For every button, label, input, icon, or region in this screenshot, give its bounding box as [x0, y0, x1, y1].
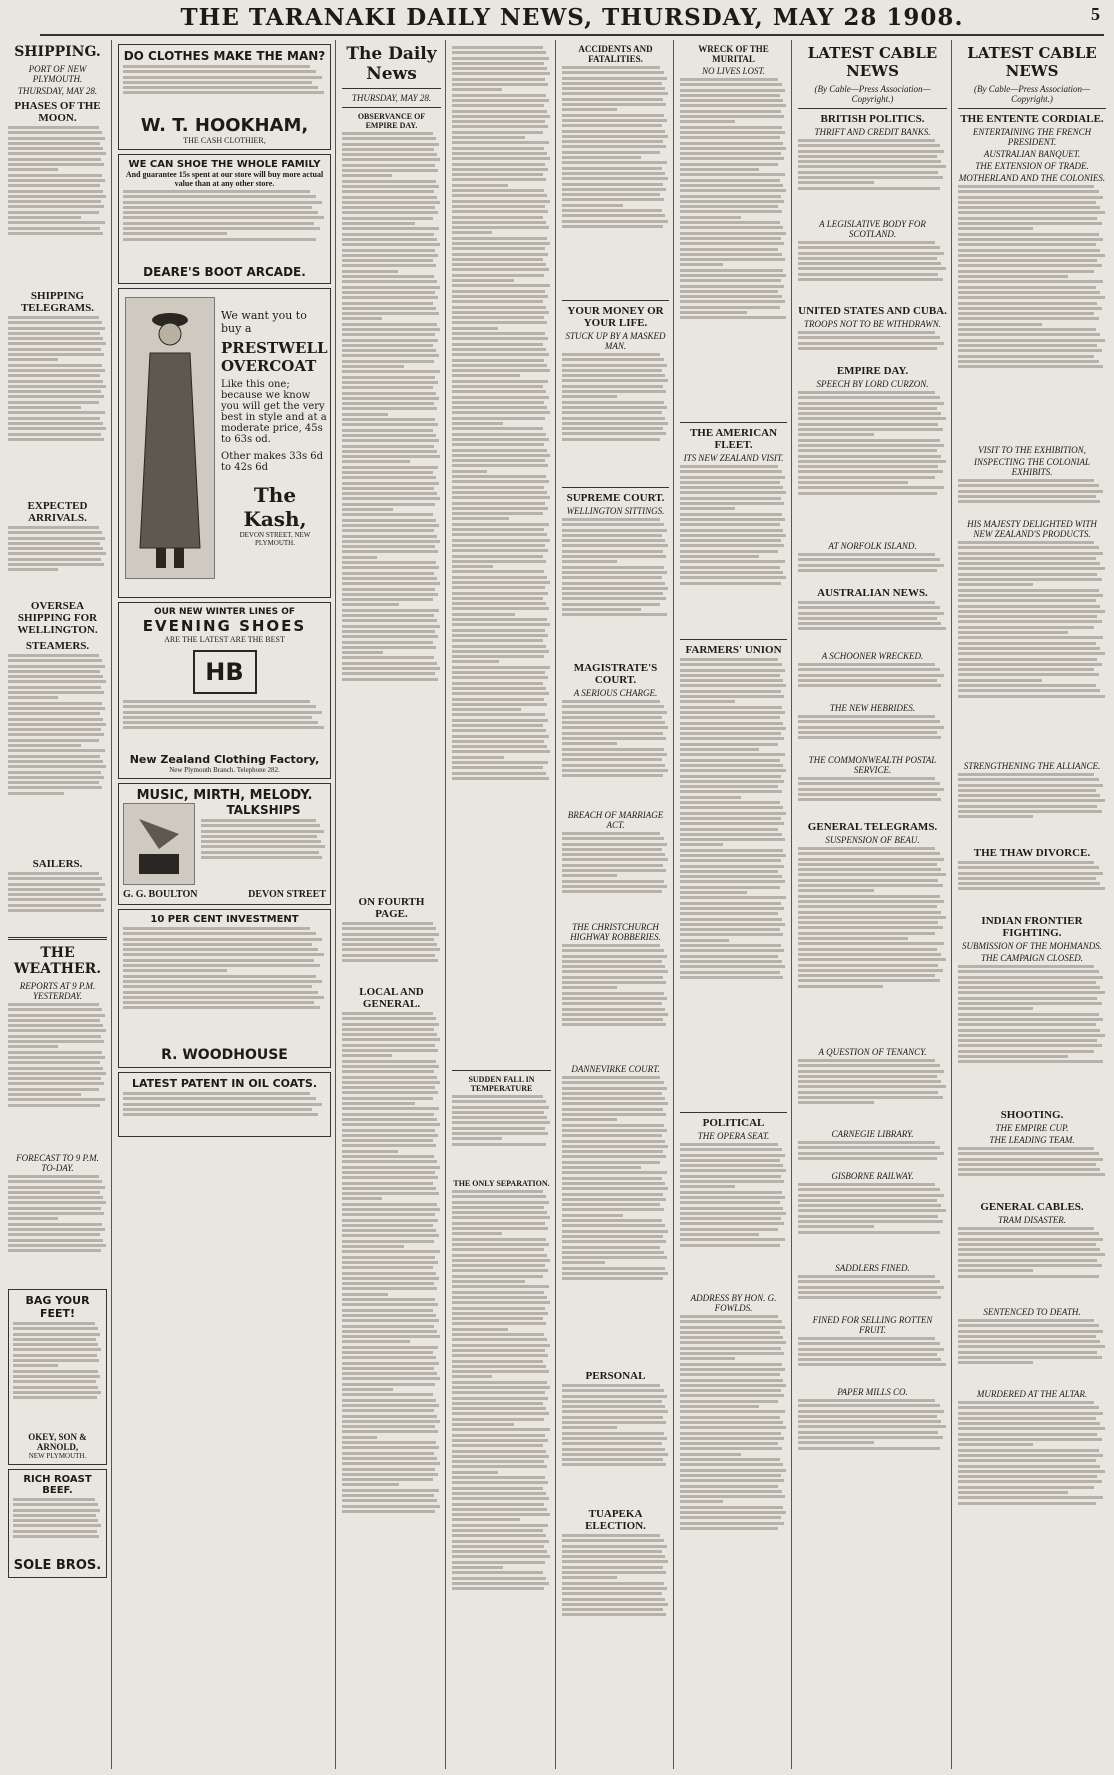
patent-title: LATEST PATENT IN OIL COATS.	[131, 1077, 317, 1090]
murdered-line: MURDERED AT THE ALTAR.	[976, 1389, 1088, 1399]
christchurch-line: THE CHRISTCHURCH HIGHWAY ROBBERIES.	[570, 922, 661, 942]
inspecting-line: INSPECTING THE COLONIAL EXHIBITS.	[973, 457, 1090, 477]
kash-address: DEVON STREET, NEW PLYMOUTH.	[239, 531, 311, 547]
american-fleet-heading: THE AMERICAN FLEET.	[689, 427, 778, 451]
magistrate-heading: MAGISTRATE'S COURT.	[573, 662, 658, 686]
sole-bros: SOLE BROS.	[13, 1558, 102, 1573]
suspension-line: SUSPENSION OF BEAU.	[825, 835, 920, 845]
local-cont-text	[452, 46, 551, 1066]
thaw-heading: THE THAW DIVORCE.	[973, 847, 1091, 859]
shooting-heading: SHOOTING.	[1000, 1109, 1064, 1121]
personal-heading: PERSONAL	[585, 1370, 646, 1382]
man-in-overcoat-icon	[126, 298, 214, 578]
new-hebrides-line: THE NEW HEBRIDES.	[829, 703, 916, 713]
money-heading: YOUR MONEY OR YOUR LIFE.	[567, 305, 664, 329]
steamers-heading: STEAMERS.	[25, 640, 90, 652]
devon-street: DEVON STREET	[248, 889, 326, 900]
tuapeka-heading: TUAPEKA ELECTION.	[585, 1508, 646, 1532]
latest-best: ARE THE LATEST ARE THE BEST	[164, 635, 285, 644]
motherland-line: MOTHERLAND AND THE COLONIES.	[958, 173, 1106, 183]
stuck-up-line: STUCK UP BY A MASKED MAN.	[565, 331, 666, 351]
troops-line: TROOPS NOT TO BE WITHDRAWN.	[803, 319, 942, 329]
separation-heading: THE ONLY SEPARATION.	[453, 1179, 550, 1188]
moon-heading: PHASES OF THE MOON.	[14, 100, 101, 124]
supreme-court-heading: SUPREME COURT.	[566, 492, 665, 504]
empire-day-heading: EMPIRE DAY.	[836, 365, 909, 377]
latest-cable-heading-2: LATEST CABLE NEWS	[967, 44, 1097, 80]
thrift-line: THRIFT AND CREDIT BANKS.	[814, 127, 931, 137]
no-lives-lost: NO LIVES LOST.	[701, 66, 766, 76]
masthead-title: THE TARANAKI DAILY NEWS, THURSDAY, MAY 28 1908.	[40, 0, 1104, 36]
breach-line: BREACH OF MARRIAGE ACT.	[567, 810, 664, 830]
talkships-title: TALKSHIPS	[226, 803, 301, 817]
evening-shoes-ad	[118, 602, 331, 779]
general-cables-heading: GENERAL CABLES.	[980, 1201, 1084, 1213]
majesty-line: HIS MAJESTY DELIGHTED WITH NEW ZEALAND'S PRODUCTS.	[967, 519, 1097, 539]
sailers-text	[8, 872, 107, 932]
hookham-ad	[118, 44, 331, 150]
hb-logo: HB	[193, 650, 257, 694]
fined-line: FINED FOR SELLING ROTTEN FRUIT.	[812, 1315, 933, 1335]
boulton-name: G. G. BOULTON	[123, 889, 198, 900]
by-cable-2: (By Cable—Press Association—Copyright.)	[974, 84, 1090, 104]
date-line: THURSDAY, MAY 28.	[17, 86, 98, 96]
shoe-sub: And guarantee 15s spent at our store will buy more actual value than at any other store.	[125, 170, 324, 188]
bag-feet-ad	[8, 1289, 107, 1465]
wellington-sittings: WELLINGTON SITTINGS.	[566, 506, 665, 516]
kash-ad	[118, 288, 331, 598]
australian-news-heading: AUSTRALIAN NEWS.	[817, 587, 928, 599]
farmers-union-heading: FARMERS' UNION	[685, 644, 782, 656]
telegrams-text	[8, 316, 107, 496]
nz-branch: New Plymouth Branch. Telephone 282.	[169, 766, 280, 774]
column-wreck	[676, 40, 792, 1769]
column-accidents	[558, 40, 674, 1769]
wreck-heading: WRECK OF THE MURITAL	[698, 44, 769, 64]
column-cable-2	[954, 40, 1110, 1769]
bag-feet-title: BAG YOUR FEET!	[25, 1294, 90, 1320]
hookham-name: W. T. HOOKHAM,	[140, 115, 309, 136]
sentenced-line: SENTENCED TO DEATH.	[983, 1307, 1081, 1317]
paper-mills-line: PAPER MILLS CO.	[837, 1387, 908, 1397]
political-heading: POLITICAL	[702, 1117, 765, 1129]
deare-name: DEARE'S BOOT ARCADE.	[143, 265, 306, 279]
page-number: 5	[1091, 4, 1100, 24]
alliance-line: STRENGTHENING THE ALLIANCE.	[963, 761, 1101, 771]
investment-title: 10 PER CENT INVESTMENT	[150, 914, 299, 925]
accidents-heading: ACCIDENTS AND FATALITIES.	[578, 44, 653, 64]
column-ads	[114, 40, 336, 1769]
latest-cable-heading-1: LATEST CABLE NEWS	[807, 44, 938, 80]
gisborne-line: GISBORNE RAILWAY.	[831, 1171, 914, 1181]
column-daily-news	[338, 40, 446, 1769]
observance-heading: OBSERVANCE OF EMPIRE DAY.	[357, 112, 426, 130]
leading-team-line: THE LEADING TEAM.	[989, 1135, 1075, 1145]
tram-disaster-line: TRAM DISASTER.	[998, 1215, 1066, 1225]
forecast-line: FORECAST TO 9 P.M. TO-DAY.	[16, 1153, 99, 1173]
investment-ad	[118, 909, 331, 1068]
reports-line: REPORTS AT 9 P.M. YESTERDAY.	[19, 981, 96, 1001]
column-shipping	[4, 40, 112, 1769]
winter-lines: OUR NEW WINTER LINES OF	[153, 607, 296, 617]
entertaining-line: ENTERTAINING THE FRENCH PRESIDENT.	[972, 127, 1092, 147]
norfolk-line: AT NORFOLK ISLAND.	[828, 541, 917, 551]
serious-charge: A SERIOUS CHARGE.	[573, 688, 658, 698]
british-politics-heading: BRITISH POLITICS.	[820, 113, 925, 125]
weather-heading: THE WEATHER.	[13, 945, 102, 977]
arrivals-text	[8, 526, 107, 596]
like-text: Like this one; because we know you will get the very best in style and at a moderate price, 45s to 63s od.	[221, 379, 327, 445]
fowlds-address: ADDRESS BY HON. G. FOWLDS.	[690, 1293, 777, 1313]
music-ad	[118, 783, 331, 905]
steamers-text	[8, 654, 107, 854]
music-title: MUSIC, MIRTH, MELODY.	[136, 788, 313, 803]
want-text: We want you to buy a	[221, 309, 307, 335]
okey-name: OKEY, SON & ARNOLD,	[28, 1432, 87, 1452]
kash-name: The Kash,	[243, 483, 307, 531]
legislative-line: A LEGISLATIVE BODY FOR SCOTLAND.	[819, 219, 926, 239]
commonwealth-line: THE COMMONWEALTH POSTAL SERVICE.	[808, 755, 937, 775]
schooner-line: A SCHOONER WRECKED.	[821, 651, 924, 661]
shipping-telegrams-heading: SHIPPING TELEGRAMS.	[20, 290, 95, 314]
local-text	[342, 1012, 441, 1712]
us-cuba-heading: UNITED STATES AND CUBA.	[798, 305, 947, 317]
editorial-date: THURSDAY, MAY 28.	[351, 93, 432, 103]
deare-ad	[118, 154, 331, 284]
do-clothes-title: DO CLOTHES MAKE THE MAN?	[123, 49, 326, 63]
column-local-cont	[448, 40, 556, 1769]
daily-news-title: The Daily News	[346, 44, 437, 84]
carnegie-line: CARNEGIE LIBRARY.	[831, 1129, 914, 1139]
fourth-page-heading: ON FOURTH PAGE.	[358, 896, 425, 920]
port-line: PORT OF NEW PLYMOUTH.	[28, 64, 87, 84]
evening-shoes-title: EVENING SHOES	[142, 617, 307, 635]
local-general-heading: LOCAL AND GENERAL.	[359, 986, 424, 1010]
column-cable-1	[794, 40, 952, 1769]
phonograph-icon	[123, 803, 195, 885]
saddlers-line: SADDLERS FINED.	[835, 1263, 910, 1273]
forecast-text	[8, 1175, 107, 1285]
sudden-fall-heading: SUDDEN FALL IN TEMPERATURE	[468, 1075, 535, 1093]
by-cable-1: (By Cable—Press Association—Copyright.)	[814, 84, 931, 104]
empire-cup-line: THE EMPIRE CUP.	[995, 1123, 1069, 1133]
okey-place: NEW PLYMOUTH.	[28, 1452, 87, 1460]
weather-text	[8, 1003, 107, 1153]
oil-coats-ad	[118, 1072, 331, 1137]
banquet-line: AUSTRALIAN BANQUET.	[983, 149, 1081, 159]
general-telegrams-heading: GENERAL TELEGRAMS.	[807, 821, 938, 833]
sailers-heading: SAILERS.	[32, 858, 83, 870]
woodhouse-name: R. WOODHOUSE	[161, 1047, 288, 1063]
curzon-speech: SPEECH BY LORD CURZON.	[816, 379, 929, 389]
dannevirke-line: DANNEVIRKE COURT.	[571, 1064, 660, 1074]
editorial-text	[342, 132, 441, 892]
tenancy-line: A QUESTION OF TENANCY.	[818, 1047, 927, 1057]
other-makes: Other makes 33s 6d to 42s 6d	[221, 451, 324, 473]
prestwell-title: PRESTWELL OVERCOAT	[221, 339, 328, 375]
roast-beef-ad	[8, 1469, 107, 1578]
fleet-visit: ITS NEW ZEALAND VISIT.	[683, 453, 784, 463]
nz-clothing-title: New Zealand Clothing Factory,	[129, 753, 320, 766]
opera-seat: THE OPERA SEAT.	[697, 1131, 770, 1141]
campaign-line: THE CAMPAIGN CLOSED.	[980, 953, 1084, 963]
overcoat-figure	[125, 297, 215, 579]
submission-line: SUBMISSION OF THE MOHMANDS.	[962, 941, 1102, 951]
shipping-text	[8, 126, 107, 286]
shipping-heading: SHIPPING.	[14, 44, 101, 60]
roast-beef-title: RICH ROAST BEEF.	[23, 1474, 92, 1496]
hookham-sub: THE CASH CLOTHIER,	[183, 136, 266, 145]
entente-heading: THE ENTENTE CORDIALE.	[960, 113, 1104, 125]
expected-arrivals-heading: EXPECTED ARRIVALS.	[27, 500, 88, 524]
exhibition-visit-line: VISIT TO THE EXHIBITION,	[978, 445, 1086, 455]
extension-line: THE EXTENSION OF TRADE.	[975, 161, 1089, 171]
oversea-heading: OVERSEA SHIPPING FOR WELLINGTON.	[17, 600, 98, 636]
frontier-heading: INDIAN FRONTIER FIGHTING.	[981, 915, 1083, 939]
shoe-family-title: WE CAN SHOE THE WHOLE FAMILY	[128, 159, 321, 170]
